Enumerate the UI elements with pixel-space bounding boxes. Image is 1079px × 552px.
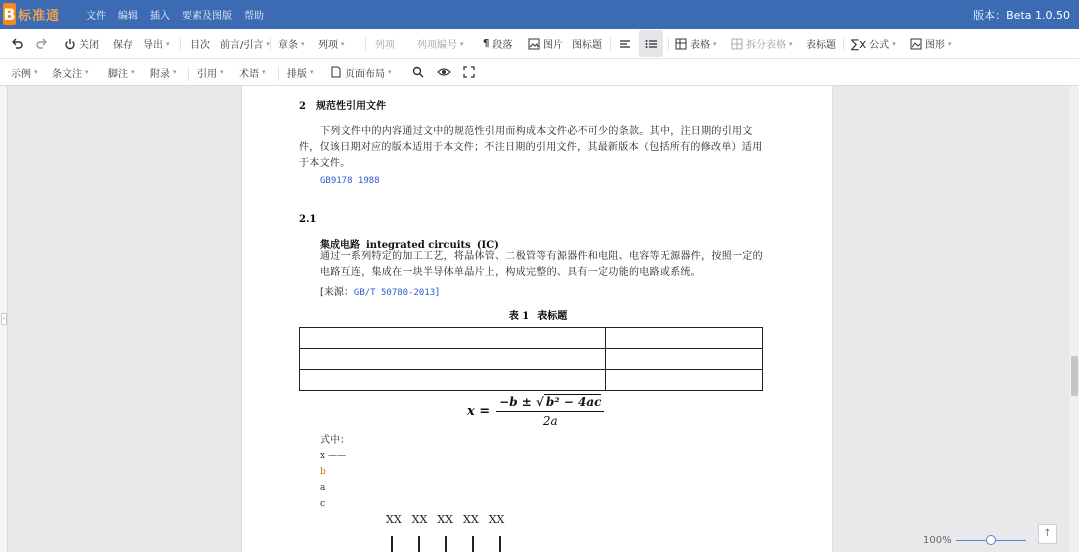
variable-item[interactable] xyxy=(320,464,346,480)
expand-panel-button[interactable]: › xyxy=(1,313,7,325)
variable-name: x xyxy=(320,451,326,461)
figure-label: XX xyxy=(411,513,428,526)
figure-bar xyxy=(472,536,474,552)
formula-num-prefix: −b ± √ xyxy=(499,395,544,409)
split-table-icon xyxy=(731,38,743,50)
list-number-button[interactable] xyxy=(417,29,464,58)
example-label: 示例 xyxy=(11,68,31,80)
search-icon xyxy=(412,66,424,78)
variable-item[interactable] xyxy=(320,448,346,464)
zoom-slider[interactable] xyxy=(956,540,1026,541)
formula-lhs: x = xyxy=(467,404,491,419)
chevron-down-icon: ▾ xyxy=(173,68,177,76)
figure-title-label: 图标题 xyxy=(572,40,602,51)
menu-bar xyxy=(86,7,264,22)
menu-insert[interactable]: 插入 xyxy=(150,11,170,22)
table-row xyxy=(300,370,763,391)
list-number-label: 列项编号 xyxy=(417,40,457,51)
logo-text: 标准通 xyxy=(18,8,61,24)
table-cell[interactable] xyxy=(606,328,763,349)
align-left-icon xyxy=(619,38,631,50)
list-icon xyxy=(645,38,657,50)
table-row xyxy=(300,328,763,349)
logo-mark: B xyxy=(3,4,16,24)
list-item-label: 列项 xyxy=(375,40,395,51)
variable-name: b xyxy=(320,467,326,477)
table-title-label: 表标题 xyxy=(806,40,836,51)
section-title: 规范性引用文件 xyxy=(315,101,386,112)
table-label: 表格 xyxy=(690,40,710,51)
arrow-up-icon: ↑ xyxy=(1043,528,1052,539)
search-button[interactable] xyxy=(412,59,427,85)
table-number: 表 1 xyxy=(508,311,530,322)
divider xyxy=(180,37,181,51)
list-label: 列项 xyxy=(318,40,338,51)
chevron-down-icon: ▾ xyxy=(388,68,392,76)
annex-label: 附录 xyxy=(150,68,170,80)
save-button[interactable] xyxy=(113,29,133,58)
figure-labels xyxy=(386,513,504,526)
quadratic-formula[interactable] xyxy=(467,395,604,428)
catalog-label: 目次 xyxy=(190,40,210,51)
export-label: 导出 xyxy=(143,40,163,51)
note-button[interactable] xyxy=(52,59,89,85)
table-title: 表标题 xyxy=(537,311,568,322)
undo-button[interactable] xyxy=(11,29,26,58)
layout-label: 排版 xyxy=(287,68,307,80)
figure-label: XX xyxy=(437,513,454,526)
menu-elements[interactable]: 要素及图版 xyxy=(182,11,232,22)
sigma-icon: ∑x xyxy=(851,36,867,51)
chevron-down-icon: ▾ xyxy=(131,68,135,76)
list-button[interactable] xyxy=(318,29,345,58)
close-button[interactable] xyxy=(64,29,99,58)
chevron-down-icon: ▾ xyxy=(460,39,464,48)
shape-icon xyxy=(910,38,922,50)
term-label: 术语 xyxy=(239,68,259,80)
table-cell[interactable] xyxy=(300,370,606,391)
table-cell[interactable] xyxy=(606,349,763,370)
note-label: 条文注 xyxy=(52,68,82,80)
fullscreen-button[interactable] xyxy=(463,59,478,85)
menu-help[interactable]: 帮助 xyxy=(244,11,264,22)
paragraph-button[interactable] xyxy=(483,29,512,58)
reference-button[interactable] xyxy=(197,59,224,85)
table-button[interactable] xyxy=(675,29,717,58)
zoom-level: 100% xyxy=(923,535,952,546)
formula-numerator xyxy=(496,395,604,412)
subsection-number: 2.1 xyxy=(299,214,317,225)
page-layout-label: 页面布局 xyxy=(345,68,385,80)
chevron-down-icon: ▾ xyxy=(301,39,305,48)
app-logo xyxy=(3,2,60,26)
normative-reference[interactable]: GB9178 1988 xyxy=(320,176,380,186)
term-source xyxy=(320,283,439,298)
term-abbreviation: (IC) xyxy=(476,240,499,251)
footnote-button[interactable] xyxy=(108,59,135,85)
redo-button[interactable] xyxy=(36,29,51,58)
list-view-toggle[interactable] xyxy=(645,29,660,58)
save-label: 保存 xyxy=(113,40,133,51)
shape-label: 图形 xyxy=(925,40,945,51)
image-icon xyxy=(528,38,540,50)
zoom-slider-knob[interactable] xyxy=(986,535,996,545)
chevron-down-icon: ▾ xyxy=(85,68,89,76)
figure-label: XX xyxy=(386,513,402,526)
where-label: 式中： xyxy=(320,435,350,446)
divider xyxy=(278,67,279,81)
preview-button[interactable] xyxy=(437,59,454,85)
scrollbar-thumb[interactable] xyxy=(1071,356,1078,396)
table-title-button[interactable] xyxy=(806,29,836,58)
page-layout-button[interactable] xyxy=(330,59,392,85)
document-table[interactable] xyxy=(299,327,763,391)
image-button[interactable] xyxy=(528,29,563,58)
chevron-down-icon: ▾ xyxy=(948,39,952,48)
menu-edit[interactable]: 编辑 xyxy=(118,11,138,22)
source-reference[interactable]: GB/T 50780-2013 xyxy=(353,288,436,298)
table-caption xyxy=(242,307,834,322)
term-definition[interactable]: 通过一系列特定的加工工艺，将晶体管、二极管等有源器件和电阻、电容等无源器件，按照一定的电路互连，集成在一块半导体单晶片上，构成完整的、具有一定功能的电路或系统。 xyxy=(320,251,763,278)
term-english: integrated circuits xyxy=(366,240,471,251)
intro-paragraph[interactable]: 下列文件中的内容通过文中的规范性引用而构成本文件必不可少的条款。其中，注日期的引用文件，仅该日期对应的版本适用于本文件；不注日期的引用文件，其最新版本（包括所有的修改单）适用于本文件。 xyxy=(299,126,763,169)
section-number: 2 xyxy=(299,101,306,112)
divider xyxy=(610,37,611,51)
vertical-scrollbar[interactable] xyxy=(1070,86,1079,552)
formula-label: 公式 xyxy=(869,40,890,51)
example-button[interactable] xyxy=(11,59,38,85)
preface-label: 前言/引言 xyxy=(220,40,264,51)
chevron-down-icon: ▾ xyxy=(310,68,314,76)
term-button[interactable] xyxy=(239,59,266,85)
source-suffix: ] xyxy=(435,287,440,298)
figure-bars xyxy=(391,536,501,552)
chevron-down-icon: ▾ xyxy=(34,68,38,76)
figure-title-button[interactable] xyxy=(572,29,602,58)
catalog-button[interactable] xyxy=(190,29,210,58)
align-left-button[interactable] xyxy=(619,29,634,58)
table-cell[interactable] xyxy=(300,349,606,370)
divider xyxy=(843,37,844,51)
redo-icon xyxy=(36,38,48,50)
variable-name: a xyxy=(320,483,326,493)
close-label: 关闭 xyxy=(79,40,99,51)
split-table-button[interactable] xyxy=(731,29,793,58)
preface-button[interactable] xyxy=(220,29,270,58)
image-label: 图片 xyxy=(543,40,563,51)
secondary-toolbar xyxy=(0,59,1079,86)
chapter-label: 章条 xyxy=(278,40,298,51)
figure-label: XX xyxy=(463,513,479,526)
layout-button[interactable] xyxy=(287,59,314,85)
pilcrow-icon: ¶ xyxy=(483,38,490,49)
figure-bar xyxy=(391,536,393,552)
chevron-down-icon: ▾ xyxy=(789,39,793,48)
divider xyxy=(270,37,271,51)
chevron-down-icon: ▾ xyxy=(713,39,717,48)
chevron-down-icon: ▾ xyxy=(341,39,345,48)
main-toolbar xyxy=(0,29,1079,59)
shape-button[interactable] xyxy=(910,29,952,58)
table-icon xyxy=(675,38,687,50)
chevron-down-icon: ▾ xyxy=(166,39,170,48)
zoom-control xyxy=(923,535,1026,546)
variable-desc: —— xyxy=(327,451,346,461)
chevron-down-icon: ▾ xyxy=(266,39,270,48)
formula-button[interactable] xyxy=(851,29,896,58)
formula-fraction xyxy=(496,395,604,428)
variable-name: c xyxy=(320,499,326,509)
document-page[interactable] xyxy=(241,86,833,552)
annex-button[interactable] xyxy=(150,59,177,85)
undo-icon xyxy=(11,38,23,50)
eye-icon xyxy=(437,66,451,78)
figure-bar xyxy=(445,536,447,552)
term-chinese: 集成电路 xyxy=(320,240,360,251)
formula-radicand: b² − 4ac xyxy=(545,395,602,409)
page-icon xyxy=(330,66,342,78)
power-icon xyxy=(64,38,76,50)
reference-label: 引用 xyxy=(197,68,217,80)
source-prefix: [来源： xyxy=(320,287,354,298)
title-bar xyxy=(0,0,1079,29)
divider xyxy=(188,67,189,81)
variable-item[interactable] xyxy=(320,496,346,512)
figure-bar xyxy=(499,536,501,552)
figure-bar xyxy=(418,536,420,552)
chevron-down-icon: ▾ xyxy=(262,68,266,76)
divider xyxy=(365,37,366,51)
chevron-down-icon: ▾ xyxy=(892,39,896,48)
fullscreen-icon xyxy=(463,66,475,78)
variable-item[interactable] xyxy=(320,480,346,496)
export-button[interactable] xyxy=(143,29,170,58)
table-cell[interactable] xyxy=(606,370,763,391)
divider xyxy=(668,37,669,51)
paragraph-label: 段落 xyxy=(492,40,513,51)
variable-list xyxy=(320,448,346,512)
split-table-label: 拆分表格 xyxy=(746,40,786,51)
back-to-top-button[interactable] xyxy=(1038,524,1057,544)
footnote-label: 脚注 xyxy=(108,68,128,80)
table-cell[interactable] xyxy=(300,328,606,349)
formula-denominator: 2a xyxy=(542,414,558,428)
table-row xyxy=(300,349,763,370)
list-item-button[interactable] xyxy=(375,29,395,58)
chevron-down-icon: ▾ xyxy=(220,68,224,76)
menu-file[interactable]: 文件 xyxy=(86,11,106,22)
section-heading xyxy=(299,97,386,112)
figure-label: XX xyxy=(488,513,505,526)
chapter-button[interactable] xyxy=(278,29,305,58)
version-label: 版本：Beta 1.0.50 xyxy=(973,9,1070,22)
